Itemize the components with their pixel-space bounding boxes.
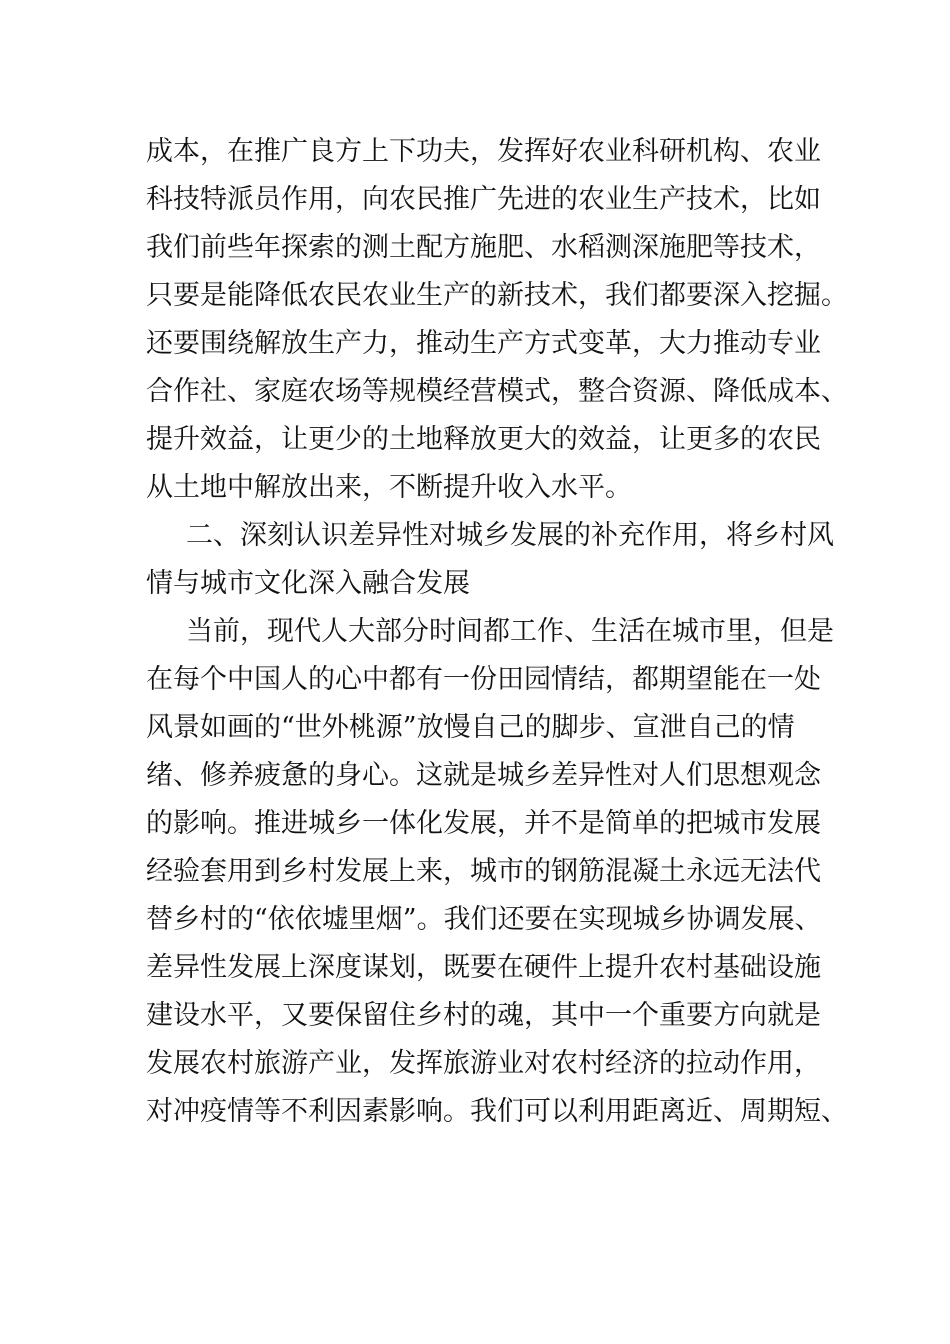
text-line: 合作社、家庭农场等规模经营模式，整合资源、降低成本、 <box>146 376 848 407</box>
text-line: 建设水平，又要保留住乡村的魂，其中一个重要方向就是 <box>146 1000 821 1031</box>
text-line: 的影响。推进城乡一体化发展，并不是简单的把城市发展 <box>146 808 821 839</box>
text-line: 经验套用到乡村发展上来，城市的钢筋混凝土永远无法代 <box>146 856 821 887</box>
text-line: 提升效益，让更少的土地释放更大的效益，让更多的农民 <box>146 424 821 455</box>
text-line: 成本，在推广良方上下功夫，发挥好农业科研机构、农业 <box>146 136 821 167</box>
text-line: 二、深刻认识差异性对城乡发展的补充作用，将乡村风 <box>186 520 834 551</box>
paragraph <box>146 608 848 1136</box>
text-line: 从土地中解放出来，不断提升收入水平。 <box>146 472 632 503</box>
text-line: 绪、修养疲惫的身心。这就是城乡差异性对人们思想观念 <box>146 760 821 791</box>
text-line: 在每个中国人的心中都有一份田园情结，都期望能在一处 <box>146 664 821 695</box>
section-heading <box>146 512 834 608</box>
text-line: 只要是能降低农民农业生产的新技术，我们都要深入挖掘。 <box>146 280 848 311</box>
body-text <box>146 128 848 1136</box>
text-line: 风景如画的“世外桃源”放慢自己的脚步、宣泄自己的情 <box>146 712 795 743</box>
text-line: 我们前些年探索的测土配方施肥、水稻测深施肥等技术， <box>146 232 821 263</box>
text-line: 对冲疫情等不利因素影响。我们可以利用距离近、周期短、 <box>146 1096 848 1127</box>
text-line: 当前，现代人大部分时间都工作、生活在城市里，但是 <box>186 616 834 647</box>
text-line: 发展农村旅游产业，发挥旅游业对农村经济的拉动作用， <box>146 1048 821 1079</box>
text-line: 情与城市文化深入融合发展 <box>146 568 470 599</box>
text-line: 还要围绕解放生产力，推动生产方式变革，大力推动专业 <box>146 328 821 359</box>
text-line: 替乡村的“依依墟里烟”。我们还要在实现城乡协调发展、 <box>146 904 822 935</box>
text-line: 差异性发展上深度谋划，既要在硬件上提升农村基础设施 <box>146 952 821 983</box>
text-line: 科技特派员作用，向农民推广先进的农业生产技术，比如 <box>146 184 821 215</box>
paragraph <box>146 128 848 512</box>
